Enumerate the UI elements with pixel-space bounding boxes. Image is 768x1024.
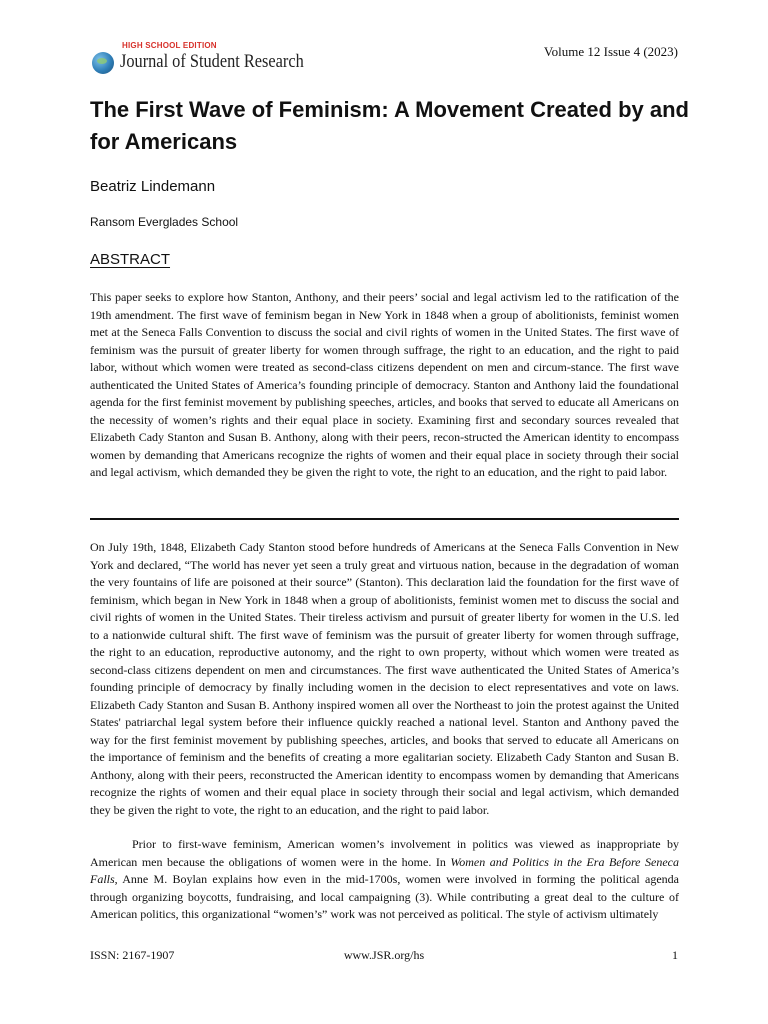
author-affiliation: Ransom Everglades School (90, 215, 239, 229)
abstract-heading: ABSTRACT (90, 251, 171, 268)
edition-label: HIGH SCHOOL EDITION (122, 41, 217, 50)
body-paragraph-2-part-1: Prior to first-wave feminism, American women’s involvement in politics was viewed as inappropriate by American men because the obligations of women were in the home. In (90, 837, 679, 869)
book-title: Women and Politics in the Era Before Seneca Falls (90, 854, 679, 886)
footer-issn: ISSN: 2167-1907 (90, 948, 175, 962)
body-paragraph-2 (90, 836, 679, 924)
journal-name: Journal of Student Research (120, 51, 304, 72)
body-paragraph-1: On July 19th, 1848, Elizabeth Cady Stanton stood before hundreds of Americans at the Seneca Falls Convention in New York and declared, “The world has never yet seen a truly great and virtuous nation, because in the degradation of woman the very fountains of life are poisoned at their source” (Stanton). This declaration laid the foundation for the first wave of feminism, which began in New York in 1848 when a group of abolitionists, feminist women met to discuss the social and civil rights of women in the United States. Their tireless activism and pursuit of greater liberty for women in the U.S. led to a nationwide cultural shift. The first wave of feminism was the pursuit of greater liberty for women through suffrage, the right to an education, reproductive autonomy, and the right to own property, without which women were treated as second-class citizens dependent on men and circumstances. The first wave authenticated the United States of America’s founding principle of democracy by finally including women in the decision to elect representatives and vote on laws. Elizabeth Cady Stanton and Susan B. Anthony inspired women all over the Northeast to join the protest against the United States' patriarchal legal system before their influence quickly reached a national level. Stanton and Anthony paved the way for the first feminist movement by publishing speeches, articles, and books that served to educate all Americans on the importance of feminism and the benefits of creating a more egalitarian society. Elizabeth Cady Stanton and Susan B. Anthony, along with their peers, reconstructed the American identity to encompass women by demanding that Americans recognize the rights of women and their equal place in society through their social and legal activism, which demanded they be given the right to vote, the right to an education, and the right to paid labor. (90, 540, 679, 817)
author-name: Beatriz Lindemann (90, 178, 216, 195)
abstract-text: This paper seeks to explore how Stanton, Anthony, and their peers’ social and legal activism led to the ratification of the 19th amendment. The first wave of feminism began in New York in 1848 when a group of abolitionists, feminist women met at the Seneca Falls Convention to discuss the social and civil rights of women in the United States. The first wave of feminism was the pursuit of greater liberty for women through suffrage, the right to an education, and the right to paid labor, without which women were treated as second-class citizens dependent on men and circum-stance. The first wave authenticated the United States of America’s founding principle of democracy. Stanton and Anthony laid the foundational agenda for the first feminist movement by publishing speeches, articles, and books that served to educate all Americans on the necessity of women’s rights and their equal place in society. Examining first and secondary sources revealed that Elizabeth Cady Stanton and Susan B. Anthony, along with their peers, recon-structed the American identity to encompass women by demanding that Americans recognize the rights of women and their equal place in society through their social and legal activism, which demanded they be given the right to vote, the right to an education, and the right to paid labor. (90, 290, 679, 479)
article-title: The First Wave of Feminism: A Movement Created by and for Americans (90, 97, 689, 154)
globe-icon (92, 52, 114, 74)
footer-page-number: 1 (672, 948, 678, 962)
footer-url: www.JSR.org/hs (343, 948, 425, 962)
volume-issue: Volume 12 Issue 4 (2023) (543, 44, 678, 59)
body-paragraph-2-part-2: , Anne M. Boylan explains how even in the mid-1700s, women were involved in forming the political agenda through organizing boycotts, fundraising, and local campaigning (3). While contributing a great deal to the culture of American politics, this organizational “women’s” work was not perceived as political. The style of activism ultimately (90, 872, 679, 921)
section-divider (90, 518, 679, 520)
